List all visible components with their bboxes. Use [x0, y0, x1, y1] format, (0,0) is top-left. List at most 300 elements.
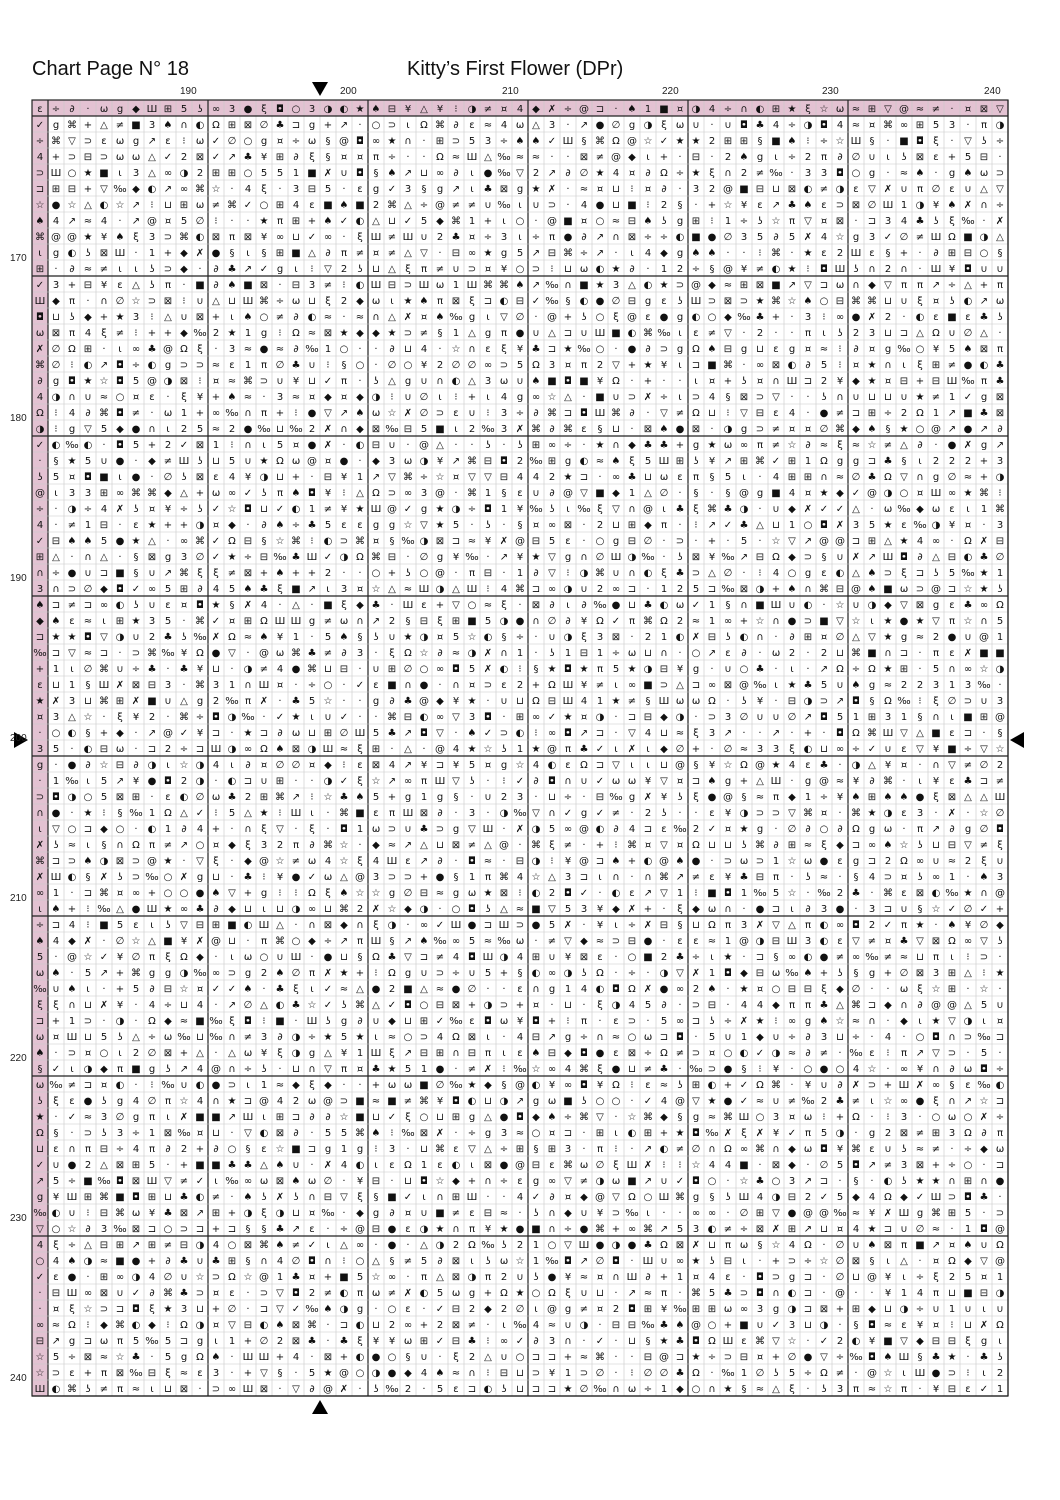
stitch-symbol: ◘: [612, 984, 620, 995]
stitch-symbol: ★: [436, 504, 445, 515]
stitch-symbol: ɛ: [901, 808, 906, 819]
stitch-symbol: ⊠: [468, 1032, 476, 1043]
stitch-symbol: ✗: [836, 520, 844, 531]
stitch-symbol: ●: [996, 1176, 1005, 1187]
stitch-symbol: ◆: [868, 1304, 876, 1315]
stitch-symbol: ɩ: [374, 1032, 378, 1043]
stitch-symbol: ¥: [101, 232, 107, 243]
stitch-symbol: ⊐: [580, 472, 588, 483]
stitch-symbol: §: [742, 1064, 747, 1075]
stitch-symbol: Ш: [259, 680, 270, 691]
stitch-symbol: 4: [421, 1368, 427, 1379]
stitch-symbol: ∩: [740, 104, 747, 115]
stitch-symbol: g: [805, 568, 811, 579]
stitch-symbol: ξ: [181, 392, 187, 403]
stitch-symbol: ↗: [180, 840, 188, 851]
stitch-symbol: 2: [725, 152, 731, 163]
stitch-symbol: ≈: [756, 792, 764, 803]
stitch-symbol: △: [420, 984, 428, 995]
stitch-symbol: ⊃: [708, 296, 716, 307]
stitch-symbol: ⌘: [643, 328, 653, 339]
stitch-symbol: ·: [534, 648, 537, 659]
stitch-symbol: ⊐: [820, 1176, 828, 1187]
stitch-symbol: ◑: [628, 552, 637, 563]
stitch-symbol: +: [84, 184, 92, 195]
stitch-symbol: +: [772, 1256, 780, 1267]
stitch-symbol: ⌘: [691, 1288, 701, 1299]
stitch-symbol: ∂: [69, 264, 74, 275]
stitch-symbol: ÷: [644, 232, 652, 243]
stitch-symbol: ◘: [452, 664, 460, 675]
stitch-symbol: ·: [598, 1016, 601, 1027]
stitch-symbol: ≈: [916, 1144, 924, 1155]
stitch-symbol: ≠: [212, 200, 220, 211]
stitch-symbol: ɩ: [54, 488, 58, 499]
stitch-symbol: ∅: [644, 1368, 653, 1379]
stitch-symbol: ʖ: [661, 216, 666, 227]
stitch-symbol: ⊠: [180, 376, 188, 387]
stitch-symbol: ≈: [84, 264, 92, 275]
stitch-symbol: ○: [452, 904, 461, 915]
stitch-symbol: ξ: [325, 888, 331, 899]
stitch-symbol: g: [789, 344, 795, 355]
stitch-symbol: ɩ: [486, 1032, 490, 1043]
stitch-symbol: ·: [838, 1048, 841, 1059]
stitch-symbol: 2: [805, 152, 811, 163]
stitch-symbol: ∅: [516, 1304, 525, 1315]
stitch-symbol: §: [454, 792, 459, 803]
stitch-symbol: 4: [709, 1272, 715, 1283]
stitch-symbol: +: [612, 1224, 620, 1235]
stitch-symbol: ≠: [884, 1160, 892, 1171]
stitch-symbol: ·: [614, 1368, 617, 1379]
stitch-symbol: ⊃: [964, 696, 972, 707]
stitch-symbol: ·: [758, 1160, 761, 1171]
stitch-symbol: ⊠: [676, 1240, 684, 1251]
stitch-symbol: §: [694, 488, 699, 499]
stitch-symbol: ◘: [276, 104, 284, 115]
stitch-symbol: ♠: [676, 856, 685, 867]
stitch-symbol: ○: [52, 728, 61, 739]
stitch-symbol: 4: [917, 1288, 923, 1299]
stitch-symbol: 2: [517, 456, 523, 467]
stitch-symbol: ⊟: [532, 1032, 540, 1043]
stitch-symbol: Ω: [692, 1368, 700, 1379]
stitch-symbol: ‰: [545, 296, 558, 307]
stitch-symbol: ɩ: [70, 1064, 74, 1075]
stitch-symbol: 3: [149, 120, 155, 131]
stitch-symbol: ▽: [772, 920, 780, 931]
stitch-symbol: ∂: [165, 1144, 170, 1155]
stitch-symbol: ¤: [373, 536, 379, 547]
stitch-symbol: 1: [789, 520, 795, 531]
stitch-symbol: ¤: [565, 360, 571, 371]
stitch-symbol: ⌘: [707, 504, 717, 515]
stitch-symbol: ∩: [980, 888, 987, 899]
stitch-symbol: ■: [147, 696, 156, 707]
stitch-symbol: ○: [228, 1144, 237, 1155]
stitch-symbol: ¤: [709, 1048, 715, 1059]
stitch-symbol: ∩: [932, 1064, 939, 1075]
stitch-symbol: △: [84, 200, 92, 211]
stitch-symbol: ·: [230, 856, 233, 867]
stitch-symbol: 4: [789, 760, 795, 771]
stitch-symbol: ↗: [708, 648, 716, 659]
stitch-symbol: ⊔: [612, 520, 620, 531]
stitch-symbol: ⊟: [532, 536, 540, 547]
stitch-symbol: ∂: [293, 312, 298, 323]
stitch-symbol: ♠: [436, 312, 445, 323]
stitch-symbol: ▽: [676, 968, 684, 979]
stitch-symbol: ⊔: [388, 216, 396, 227]
stitch-symbol: ♠: [692, 248, 701, 259]
stitch-symbol: ⁝: [54, 408, 57, 419]
stitch-symbol: g: [677, 312, 683, 323]
stitch-symbol: ◐: [260, 1320, 269, 1331]
stitch-symbol: ✓: [324, 1000, 332, 1011]
stitch-symbol: ·: [390, 600, 393, 611]
stitch-symbol: ○: [116, 824, 125, 835]
stitch-symbol: ♣: [580, 744, 589, 755]
stitch-symbol: ¤: [677, 840, 683, 851]
stitch-symbol: ◐: [84, 360, 93, 371]
stitch-symbol: ·: [438, 248, 441, 259]
stitch-symbol: Ω: [948, 232, 956, 243]
stitch-symbol: 3: [485, 136, 491, 147]
stitch-symbol: △: [452, 584, 460, 595]
stitch-symbol: ɛ: [165, 600, 170, 611]
stitch-symbol: ∪: [180, 1272, 187, 1283]
stitch-symbol: ■: [771, 280, 780, 291]
stitch-symbol: △: [628, 280, 636, 291]
stitch-symbol: g: [485, 328, 491, 339]
stitch-symbol: ≠: [68, 600, 76, 611]
stitch-symbol: ⊐: [644, 824, 652, 835]
stitch-symbol: ∅: [244, 1000, 253, 1011]
stitch-symbol: ≠: [580, 1304, 588, 1315]
stitch-symbol: ●: [132, 424, 141, 435]
stitch-symbol: ♠: [532, 136, 541, 147]
stitch-symbol: 2: [373, 200, 379, 211]
stitch-symbol: ■: [195, 280, 204, 291]
stitch-symbol: ↗: [820, 664, 828, 675]
stitch-symbol: 5: [53, 1352, 59, 1363]
stitch-symbol: ◘: [52, 792, 60, 803]
stitch-symbol: ¥: [837, 376, 843, 387]
stitch-symbol: 5: [949, 344, 955, 355]
stitch-symbol: ♠: [340, 888, 349, 899]
stitch-symbol: 2: [437, 360, 443, 371]
stitch-symbol: π: [149, 1112, 155, 1123]
stitch-symbol: ·: [726, 696, 729, 707]
stitch-symbol: ∞: [244, 744, 252, 755]
stitch-symbol: 4: [565, 1064, 571, 1075]
stitch-symbol: ■: [995, 648, 1004, 659]
stitch-symbol: ∂: [741, 648, 746, 659]
stitch-symbol: ∩: [68, 392, 75, 403]
stitch-symbol: 4: [277, 1096, 283, 1107]
stitch-symbol: ◆: [148, 456, 156, 467]
stitch-symbol: Ш: [931, 1192, 942, 1203]
stitch-symbol: ↗: [292, 1224, 300, 1235]
stitch-symbol: ⊠: [324, 920, 332, 931]
stitch-symbol: ∪: [148, 600, 155, 611]
stitch-symbol: ·: [582, 920, 585, 931]
stitch-symbol: ◑: [68, 504, 77, 515]
stitch-symbol: ∞: [276, 232, 284, 243]
stitch-symbol: ·: [86, 296, 89, 307]
stitch-symbol: △: [420, 1240, 428, 1251]
stitch-symbol: @: [515, 536, 525, 547]
stitch-symbol: g: [69, 424, 75, 435]
stitch-symbol: ⊠: [916, 1160, 924, 1171]
stitch-symbol: ⊃: [964, 1032, 972, 1043]
stitch-symbol: Ш: [403, 232, 414, 243]
stitch-symbol: §: [950, 1080, 955, 1091]
stitch-symbol: 2: [949, 1272, 955, 1283]
stitch-symbol: @: [419, 440, 429, 451]
stitch-symbol: ○: [420, 664, 429, 675]
stitch-symbol: ◐: [788, 360, 797, 371]
stitch-symbol: 5: [821, 360, 827, 371]
stitch-symbol: ‰: [529, 456, 542, 467]
stitch-symbol: ⊐: [804, 1288, 812, 1299]
stitch-symbol: +: [260, 568, 268, 579]
stitch-symbol: ‰: [449, 1016, 462, 1027]
stitch-symbol: ■: [739, 184, 748, 195]
stitch-symbol: ●: [820, 952, 829, 963]
stitch-symbol: ⊟: [740, 1352, 748, 1363]
stitch-symbol: ɛ: [69, 1368, 74, 1379]
stitch-symbol: ‰: [273, 552, 286, 563]
stitch-symbol: ¥: [373, 1336, 379, 1347]
stitch-symbol: ·: [86, 104, 89, 115]
stitch-symbol: ◐: [196, 120, 205, 131]
stitch-symbol: ↗: [836, 696, 844, 707]
stitch-symbol: ◆: [308, 936, 316, 947]
stitch-symbol: ≠: [436, 952, 444, 963]
stitch-symbol: 2: [885, 856, 891, 867]
stitch-symbol: 5: [549, 920, 555, 931]
stitch-symbol: ✗: [484, 664, 492, 675]
stitch-symbol: Ω: [852, 1112, 860, 1123]
stitch-symbol: ♠: [164, 120, 173, 131]
stitch-symbol: ‰: [305, 344, 318, 355]
stitch-symbol: ▽: [548, 904, 556, 915]
stitch-symbol: ▽: [596, 1112, 604, 1123]
stitch-symbol: ∪: [660, 1176, 667, 1187]
stitch-symbol: Ш: [419, 280, 430, 291]
stitch-symbol: ·: [486, 1320, 489, 1331]
stitch-symbol: ≠: [820, 184, 828, 195]
stitch-symbol: ·: [614, 728, 617, 739]
stitch-symbol: ⊠: [276, 1128, 284, 1139]
stitch-symbol: 3: [805, 936, 811, 947]
stitch-symbol: ¤: [213, 1320, 219, 1331]
stitch-symbol: ¤: [981, 1272, 987, 1283]
stitch-symbol: 5: [53, 744, 59, 755]
stitch-symbol: 1: [565, 984, 571, 995]
stitch-symbol: ⊔: [516, 696, 524, 707]
stitch-symbol: ∂: [293, 152, 298, 163]
stitch-symbol: ⊟: [164, 984, 172, 995]
stitch-symbol: ◐: [980, 360, 989, 371]
stitch-symbol: ɩ: [246, 1080, 250, 1091]
stitch-symbol: ◑: [68, 792, 77, 803]
stitch-symbol: ○: [372, 120, 381, 131]
stitch-symbol: ☆: [532, 1064, 541, 1075]
stitch-symbol: ✗: [852, 552, 860, 563]
stitch-symbol: ⊐: [116, 1304, 124, 1315]
stitch-symbol: Ω: [612, 376, 620, 387]
stitch-symbol: ⊐: [884, 1224, 892, 1235]
stitch-symbol: ⌘: [499, 872, 509, 883]
stitch-symbol: ʖ: [501, 744, 506, 755]
stitch-symbol: 3: [837, 1384, 843, 1395]
stitch-symbol: ◑: [100, 856, 109, 867]
stitch-symbol: ·: [662, 536, 665, 547]
stitch-symbol: ◆: [228, 840, 236, 851]
stitch-symbol: 4: [533, 1320, 539, 1331]
stitch-symbol: ·: [790, 168, 793, 179]
stitch-symbol: ⊞: [164, 104, 172, 115]
stitch-symbol: ¤: [581, 216, 587, 227]
stitch-symbol: ✓: [980, 1384, 988, 1395]
stitch-symbol: π: [773, 792, 779, 803]
stitch-symbol: §: [246, 1256, 251, 1267]
stitch-symbol: ◑: [820, 1320, 829, 1331]
stitch-symbol: ✗: [964, 200, 972, 211]
stitch-symbol: ∩: [612, 1272, 619, 1283]
stitch-symbol: ⊟: [628, 216, 636, 227]
stitch-symbol: ⊃: [68, 1048, 76, 1059]
stitch-symbol: ⊠: [372, 760, 380, 771]
stitch-symbol: ⁝: [374, 1144, 377, 1155]
stitch-symbol: ÷: [788, 120, 796, 131]
stitch-symbol: ξ: [933, 1272, 939, 1283]
stitch-symbol: ¥: [117, 1000, 123, 1011]
stitch-symbol: g: [645, 296, 651, 307]
stitch-symbol: §: [134, 552, 139, 563]
stitch-symbol: ●: [68, 1160, 77, 1171]
stitch-symbol: ɛ: [229, 1288, 234, 1299]
stitch-symbol: 5: [181, 104, 187, 115]
stitch-symbol: ¥: [677, 664, 683, 675]
stitch-symbol: ∂: [213, 1144, 218, 1155]
stitch-symbol: ∪: [964, 1304, 971, 1315]
stitch-symbol: ✓: [340, 712, 348, 723]
stitch-symbol: ÷: [628, 968, 636, 979]
stitch-symbol: ¤: [213, 376, 219, 387]
stitch-symbol: ·: [262, 984, 265, 995]
stitch-symbol: △: [852, 504, 860, 515]
stitch-symbol: ·: [230, 1192, 233, 1203]
stitch-symbol: ◆: [692, 904, 700, 915]
stitch-symbol: ‰: [849, 1352, 862, 1363]
stitch-symbol: ·: [326, 1320, 329, 1331]
stitch-symbol: π: [117, 1384, 123, 1395]
stitch-symbol: ⌘: [579, 1112, 589, 1123]
stitch-symbol: 2: [149, 632, 155, 643]
stitch-symbol: ⊃: [132, 648, 140, 659]
stitch-symbol: ◘: [676, 1032, 684, 1043]
stitch-symbol: ·: [278, 600, 281, 611]
stitch-symbol: ♣: [836, 1096, 845, 1107]
stitch-symbol: 1: [805, 456, 811, 467]
stitch-symbol: ↗: [372, 616, 380, 627]
stitch-symbol: ◑: [484, 1000, 493, 1011]
stitch-symbol: π: [821, 152, 827, 163]
stitch-symbol: ·: [486, 552, 489, 563]
stitch-symbol: Ш: [611, 552, 622, 563]
stitch-symbol: ⊐: [852, 840, 860, 851]
stitch-symbol: ◑: [900, 1304, 909, 1315]
stitch-symbol: ⊞: [948, 968, 956, 979]
stitch-symbol: ◆: [788, 1160, 796, 1171]
stitch-symbol: ⊟: [708, 632, 716, 643]
stitch-symbol: ↗: [948, 424, 956, 435]
stitch-symbol: ɩ: [502, 216, 506, 227]
stitch-symbol: π: [901, 1048, 907, 1059]
stitch-symbol: ♠: [612, 856, 621, 867]
stitch-symbol: ¥: [453, 760, 459, 771]
stitch-symbol: ✓: [404, 504, 412, 515]
stitch-symbol: ∂: [837, 824, 842, 835]
stitch-symbol: 3: [773, 744, 779, 755]
stitch-symbol: ·: [870, 984, 873, 995]
stitch-symbol: △: [276, 920, 284, 931]
stitch-symbol: △: [788, 920, 796, 931]
stitch-symbol: Ш: [371, 936, 382, 947]
stitch-symbol: 1: [997, 568, 1003, 579]
stitch-symbol: ✓: [772, 1320, 780, 1331]
stitch-symbol: π: [501, 328, 507, 339]
stitch-symbol: ●: [820, 1064, 829, 1075]
stitch-symbol: ·: [134, 824, 137, 835]
stitch-symbol: ♠: [900, 792, 909, 803]
stitch-symbol: ◘: [356, 136, 364, 147]
stitch-symbol: ⌘: [643, 1224, 653, 1235]
stitch-symbol: ☆: [932, 904, 941, 915]
stitch-symbol: Ω: [180, 1320, 188, 1331]
stitch-symbol: 3: [997, 520, 1003, 531]
stitch-symbol: ∞: [628, 1224, 636, 1235]
stitch-symbol: ◑: [612, 1240, 621, 1251]
stitch-symbol: ♣: [452, 232, 461, 243]
stitch-symbol: ∩: [100, 296, 107, 307]
chart-title: Kitty’s First Flower (DPr): [407, 58, 623, 81]
stitch-symbol: ∞: [948, 488, 956, 499]
stitch-symbol: ∪: [836, 552, 843, 563]
stitch-symbol: ◆: [916, 504, 924, 515]
stitch-symbol: §: [742, 1384, 747, 1395]
stitch-symbol: Ш: [483, 952, 494, 963]
stitch-symbol: ∂: [293, 344, 298, 355]
stitch-symbol: ○: [820, 296, 829, 307]
stitch-symbol: ɩ: [646, 760, 650, 771]
stitch-symbol: ∅: [404, 664, 413, 675]
stitch-symbol: ♣: [276, 120, 285, 131]
stitch-symbol: +: [212, 1224, 220, 1235]
stitch-symbol: g: [613, 536, 619, 547]
stitch-symbol: ÷: [388, 152, 396, 163]
stitch-symbol: △: [500, 904, 508, 915]
stitch-symbol: ★: [164, 856, 173, 867]
stitch-symbol: ✗: [324, 1160, 332, 1171]
stitch-symbol: ⊠: [52, 328, 60, 339]
stitch-symbol: @: [563, 488, 573, 499]
stitch-symbol: ♣: [852, 888, 861, 899]
